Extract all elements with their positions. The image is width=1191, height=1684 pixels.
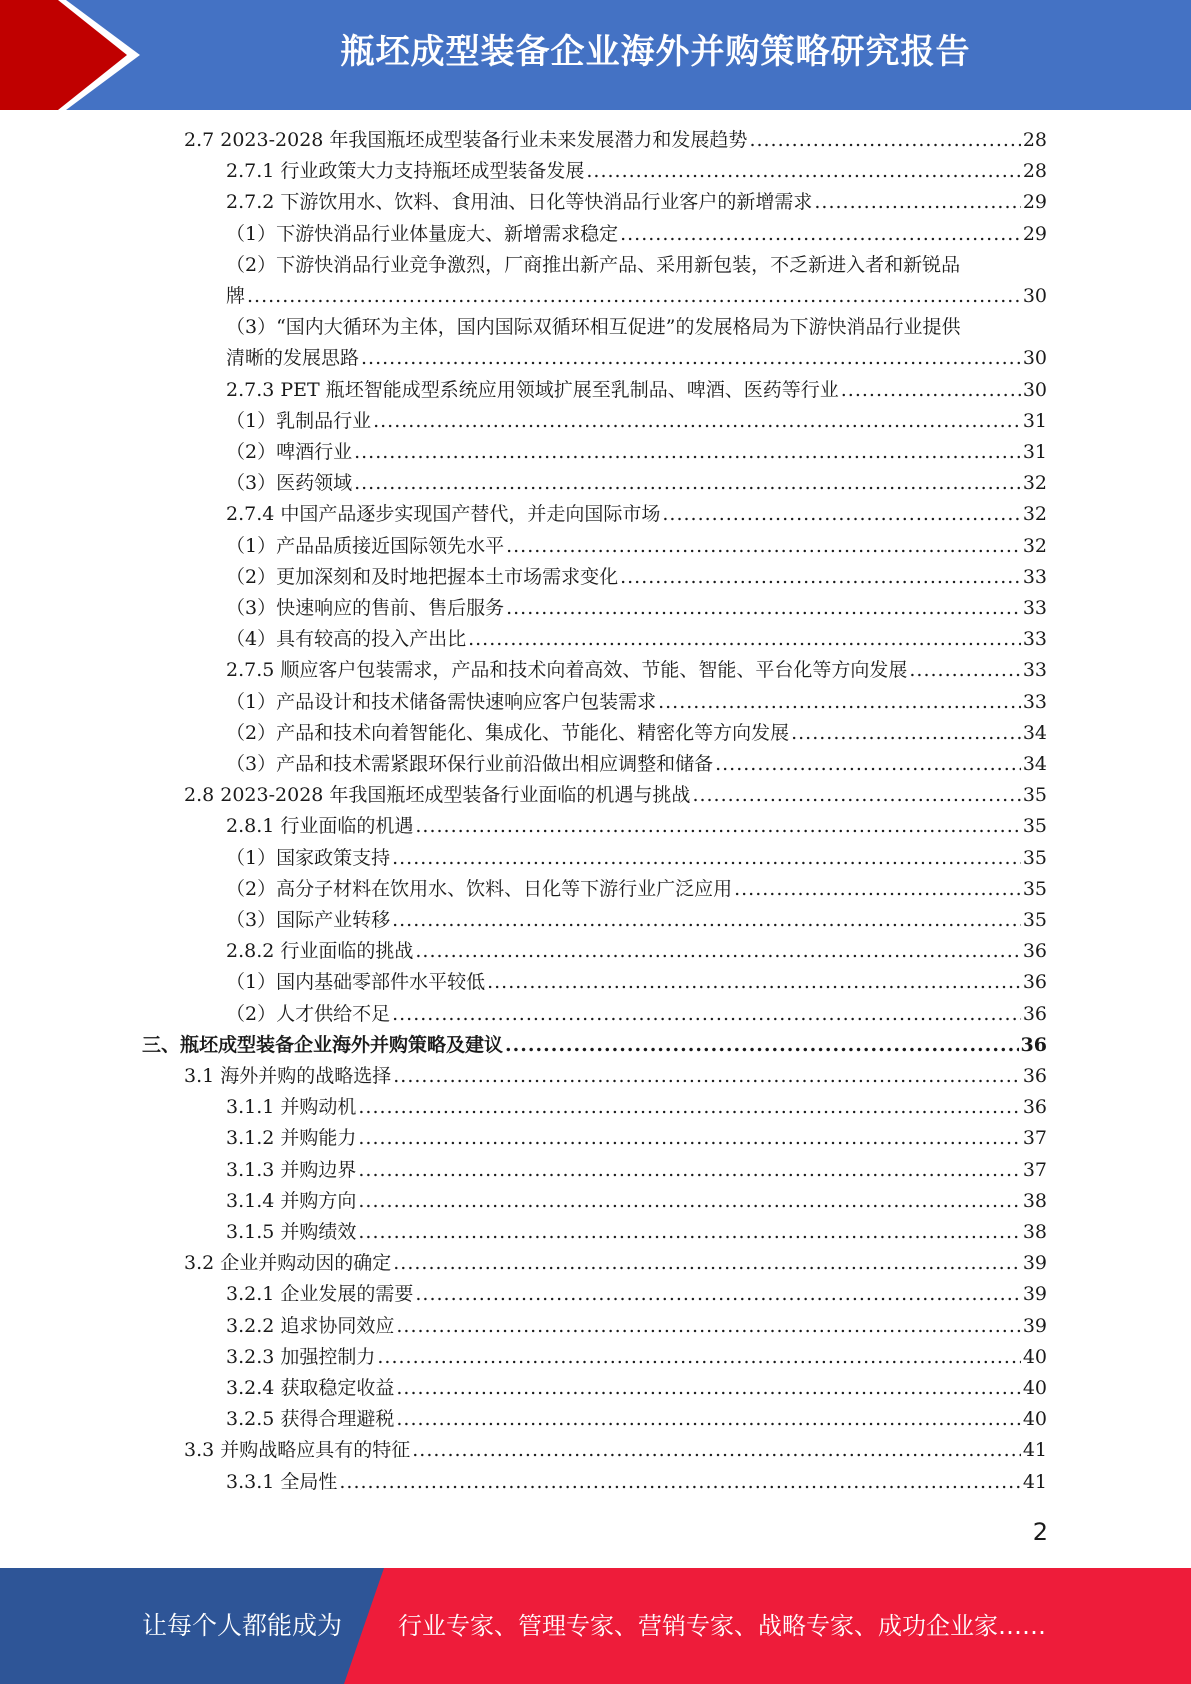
dot-leader: [247, 281, 1021, 312]
dot-leader: [396, 1404, 1020, 1435]
toc-entry-page: 39: [1022, 1315, 1047, 1337]
document-title: 瓶坯成型装备企业海外并购策略研究报告: [340, 32, 971, 72]
toc-entry[interactable]: [226, 1092, 1047, 1123]
toc-entry-title: （1）下游快消品行业体量庞大、新增需求稳定: [226, 223, 619, 245]
dot-leader: [620, 219, 1021, 250]
dot-leader: [658, 687, 1021, 718]
toc-entry[interactable]: [226, 281, 1047, 312]
toc-entry-page: 36: [1022, 1065, 1047, 1087]
toc-entry-page: 32: [1022, 503, 1047, 525]
dot-leader: [396, 1373, 1020, 1404]
dot-leader: [396, 1311, 1020, 1342]
toc-entry-page: 40: [1022, 1408, 1047, 1430]
toc-entry-title: （3）产品和技术需紧跟环保行业前沿做出相应调整和储备: [226, 753, 714, 775]
toc-entry-title: 3.1.1 并购动机: [226, 1096, 357, 1118]
toc-entry-title: （2）更加深刻和及时地把握本土市场需求变化: [226, 566, 619, 588]
toc-entry[interactable]: [226, 811, 1047, 842]
toc-entry[interactable]: [226, 1311, 1047, 1342]
toc-entry-page: 36: [1022, 1003, 1047, 1025]
toc-entry-title: 3.2.2 追求协同效应: [226, 1315, 395, 1337]
toc-entry[interactable]: [226, 562, 1047, 593]
toc-entry-title: 3.2 企业并购动因的确定: [184, 1252, 392, 1274]
dot-leader: [415, 1279, 1020, 1310]
dot-leader: [468, 624, 1021, 655]
toc-entry-title: 2.7.4 中国产品逐步实现国产替代，并走向国际市场: [226, 503, 661, 525]
toc-entry-title: 牌: [226, 285, 246, 307]
toc-entry[interactable]: [226, 1404, 1047, 1435]
dot-leader: [791, 718, 1021, 749]
toc-entry-title: 2.8 2023-2028 年我国瓶坯成型装备行业面临的机遇与挑战: [184, 784, 691, 806]
toc-entry-title: （1）乳制品行业: [226, 410, 372, 432]
dot-leader: [358, 1123, 1020, 1154]
dot-leader: [358, 1155, 1020, 1186]
toc-entry[interactable]: [226, 531, 1047, 562]
toc-entry-page: 31: [1022, 441, 1047, 463]
toc-entry-title: （4）具有较高的投入产出比: [226, 628, 467, 650]
dot-leader: [358, 1186, 1020, 1217]
dot-leader: [692, 780, 1020, 811]
toc-entry[interactable]: [226, 593, 1047, 624]
toc-entry-page: 34: [1022, 753, 1047, 775]
toc-entry[interactable]: [226, 1467, 1047, 1498]
toc-entry-page: 30: [1022, 285, 1047, 307]
toc-entry[interactable]: [226, 1279, 1047, 1310]
toc-entry[interactable]: [226, 749, 1047, 780]
dot-leader: [354, 468, 1021, 499]
toc-entry[interactable]: [226, 343, 1047, 374]
dot-leader: [505, 1030, 1019, 1061]
dot-leader: [586, 156, 1020, 187]
toc-entry-title: 3.1.4 并购方向: [226, 1190, 357, 1212]
dot-leader: [358, 1217, 1020, 1248]
toc-entry-page: 33: [1022, 628, 1047, 650]
toc-entry-page: 32: [1022, 472, 1047, 494]
toc-entry-page: 32: [1022, 535, 1047, 557]
toc-entry-title: 2.7.1 行业政策大力支持瓶坯成型装备发展: [226, 160, 585, 182]
toc-entry-page: 29: [1022, 191, 1047, 213]
toc-entry-page: 35: [1022, 909, 1047, 931]
toc-entry-page: 41: [1022, 1439, 1047, 1461]
toc-entry[interactable]: [226, 1155, 1047, 1186]
toc-entry-page: 36: [1022, 940, 1047, 962]
toc-entry[interactable]: [226, 843, 1047, 874]
toc-entry-page: 34: [1022, 722, 1047, 744]
footer-slogan-left: 让每个人都能成为: [142, 1611, 343, 1640]
toc-entry[interactable]: [226, 1342, 1047, 1373]
dot-leader: [393, 1248, 1021, 1279]
toc-entry-title: 3.1.5 并购绩效: [226, 1221, 357, 1243]
page-number: 2: [1032, 1518, 1048, 1546]
dot-leader: [814, 187, 1020, 218]
toc-entry[interactable]: [226, 499, 1047, 530]
toc-entry-page: 37: [1022, 1127, 1047, 1149]
toc-entry-page: 31: [1022, 410, 1047, 432]
toc-entry[interactable]: [184, 125, 1047, 156]
toc-entry-title: 三、瓶坯成型装备企业海外并购策略及建议: [142, 1034, 504, 1056]
toc-entry-title: 3.3 并购战略应具有的特征: [184, 1439, 411, 1461]
toc-entry-first-line: （3）“国内大循环为主体，国内国际双循环相互促进”的发展格局为下游快消品行业提供: [226, 316, 961, 338]
dot-leader: [358, 1092, 1020, 1123]
dot-leader: [361, 343, 1021, 374]
toc-entry-title: 3.1.3 并购边界: [226, 1159, 357, 1181]
toc-entry-title: （2）啤酒行业: [226, 441, 353, 463]
toc-entry[interactable]: [226, 936, 1047, 967]
dot-leader: [841, 375, 1021, 406]
toc-entry[interactable]: [142, 1030, 1047, 1061]
toc-entry-page: 38: [1022, 1221, 1047, 1243]
toc-entry-page: 39: [1022, 1252, 1047, 1274]
toc-entry-title: 3.3.1 全局性: [226, 1471, 338, 1493]
toc-entry-page: 33: [1022, 659, 1047, 681]
dot-leader: [715, 749, 1021, 780]
dot-leader: [354, 437, 1021, 468]
toc-entry-title: 3.2.3 加强控制力: [226, 1346, 376, 1368]
toc-entry-first-line: （2）下游快消品行业竞争激烈，厂商推出新产品、采用新包装，不乏新进入者和新锐品: [226, 254, 961, 276]
dot-leader: [415, 811, 1020, 842]
toc-entry-title: （3）国际产业转移: [226, 909, 391, 931]
toc-entry[interactable]: [226, 624, 1047, 655]
toc-entry-title: （2）人才供给不足: [226, 1003, 391, 1025]
toc-entry-title: 3.1.2 并购能力: [226, 1127, 357, 1149]
dot-leader: [620, 562, 1021, 593]
toc-entry[interactable]: [184, 1248, 1047, 1279]
toc-entry[interactable]: [226, 375, 1047, 406]
toc-entry[interactable]: [226, 1373, 1047, 1404]
toc-entry[interactable]: [226, 219, 1047, 250]
toc-entry-page: 37: [1022, 1159, 1047, 1181]
page-header: [0, 0, 1191, 110]
toc-entry-page: 35: [1022, 815, 1047, 837]
dot-leader: [339, 1467, 1020, 1498]
toc-entry-page: 35: [1022, 878, 1047, 900]
toc-entry[interactable]: [184, 1061, 1047, 1092]
toc-entry-title: 2.8.2 行业面临的挑战: [226, 940, 414, 962]
dot-leader: [487, 967, 1021, 998]
toc-entry-title: （1）产品品质接近国际领先水平: [226, 535, 505, 557]
toc-entry-title: （1）国内基础零部件水平较低: [226, 971, 486, 993]
toc-entry-page: 38: [1022, 1190, 1047, 1212]
page-footer: [0, 1568, 1191, 1684]
toc-entry[interactable]: [226, 156, 1047, 187]
footer-slogan-right: 行业专家、管理专家、营销专家、战略专家、成功企业家……: [398, 1612, 1046, 1640]
dot-leader: [393, 1061, 1021, 1092]
toc-entry-page: 35: [1022, 784, 1047, 806]
toc-entry[interactable]: [184, 780, 1047, 811]
dot-leader: [749, 125, 1020, 156]
dot-leader: [373, 406, 1021, 437]
toc-entry-title: （3）快速响应的售前、售后服务: [226, 597, 505, 619]
toc-entry[interactable]: [226, 187, 1047, 218]
toc-entry-page: 36: [1020, 1034, 1047, 1056]
toc-entry-page: 28: [1022, 160, 1047, 182]
toc-entry-title: （2）高分子材料在饮用水、饮料、日化等下游行业广泛应用: [226, 878, 733, 900]
toc-entry[interactable]: [226, 1186, 1047, 1217]
toc-entry-title: 2.7 2023-2028 年我国瓶坯成型装备行业未来发展潜力和发展趋势: [184, 129, 748, 151]
toc-entry-page: 29: [1022, 223, 1047, 245]
toc-entry-title: 3.2.4 获取稳定收益: [226, 1377, 395, 1399]
dot-leader: [662, 499, 1020, 530]
dot-leader: [392, 999, 1021, 1030]
toc-entry-title: 清晰的发展思路: [226, 347, 360, 369]
dot-leader: [909, 655, 1020, 686]
dot-leader: [412, 1435, 1021, 1466]
toc-entry-title: 2.7.2 下游饮用水、饮料、食用油、日化等快消品行业客户的新增需求: [226, 191, 813, 213]
toc-entry-page: 40: [1022, 1377, 1047, 1399]
toc-entry-page: 41: [1022, 1471, 1047, 1493]
toc-entry-page: 33: [1022, 566, 1047, 588]
toc-entry[interactable]: [226, 468, 1047, 499]
toc-entry-title: 3.1 海外并购的战略选择: [184, 1065, 392, 1087]
toc-entry-page: 39: [1022, 1283, 1047, 1305]
toc-entry[interactable]: [226, 437, 1047, 468]
header-arrow-decoration: [0, 0, 160, 110]
toc-entry[interactable]: [226, 905, 1047, 936]
toc-entry-title: 3.2.1 企业发展的需要: [226, 1283, 414, 1305]
toc-entry-title: （2）产品和技术向着智能化、集成化、节能化、精密化等方向发展: [226, 722, 790, 744]
toc-entry[interactable]: [226, 718, 1047, 749]
toc-entry[interactable]: [226, 999, 1047, 1030]
toc-entry[interactable]: [184, 1435, 1047, 1466]
dot-leader: [506, 531, 1021, 562]
toc-entry-title: （3）医药领域: [226, 472, 353, 494]
toc-entry-page: 36: [1022, 1096, 1047, 1118]
toc-entry-title: 2.7.5 顺应客户包装需求，产品和技术向着高效、节能、智能、平台化等方向发展: [226, 659, 908, 681]
dot-leader: [734, 874, 1021, 905]
dot-leader: [392, 843, 1021, 874]
toc-entry-page: 30: [1022, 379, 1047, 401]
dot-leader: [377, 1342, 1020, 1373]
toc-entry-page: 33: [1022, 597, 1047, 619]
toc-entry-title: （1）国家政策支持: [226, 847, 391, 869]
toc-entry[interactable]: [226, 1123, 1047, 1154]
toc-entry-title: 2.7.3 PET 瓶坯智能成型系统应用领域扩展至乳制品、啤酒、医药等行业: [226, 379, 839, 401]
dot-leader: [415, 936, 1020, 967]
toc-entry-title: 3.2.5 获得合理避税: [226, 1408, 395, 1430]
toc-entry[interactable]: [226, 406, 1047, 437]
toc-entry[interactable]: [226, 967, 1047, 998]
toc-entry-title: （1）产品设计和技术储备需快速响应客户包装需求: [226, 691, 657, 713]
toc-entry-title: 2.8.1 行业面临的机遇: [226, 815, 414, 837]
toc-entry[interactable]: [226, 874, 1047, 905]
toc-entry[interactable]: [226, 1217, 1047, 1248]
toc-entry[interactable]: [226, 687, 1047, 718]
toc-entry-page: 28: [1022, 129, 1047, 151]
dot-leader: [506, 593, 1021, 624]
toc-entry-page: 30: [1022, 347, 1047, 369]
toc-entry[interactable]: [226, 655, 1047, 686]
toc-entry-page: 40: [1022, 1346, 1047, 1368]
dot-leader: [392, 905, 1021, 936]
toc-entry-page: 35: [1022, 847, 1047, 869]
toc-entry-page: 33: [1022, 691, 1047, 713]
toc-entry-page: 36: [1022, 971, 1047, 993]
